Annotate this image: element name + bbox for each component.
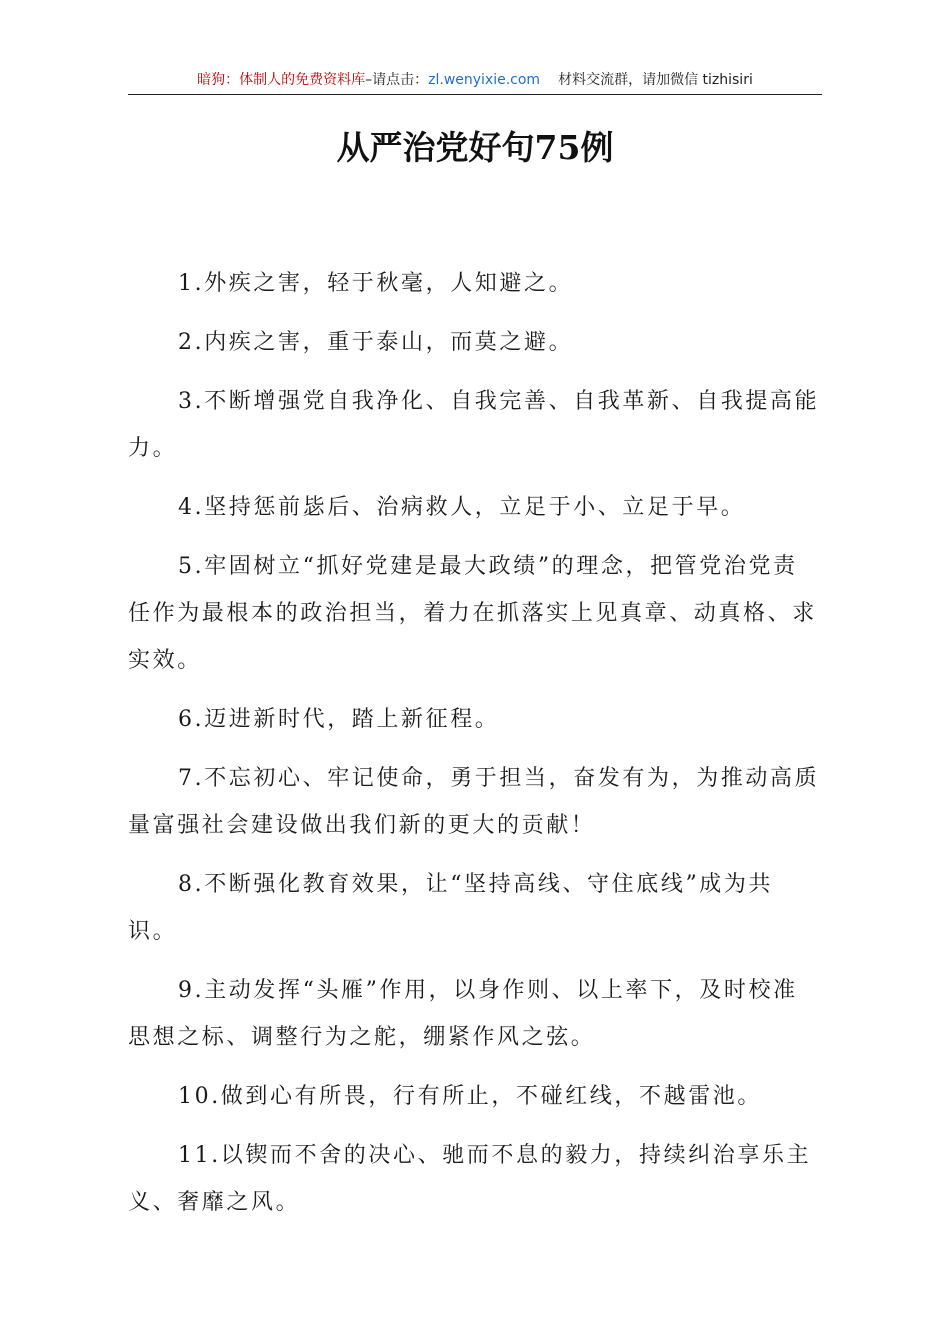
header-url-link[interactable]: zl.wenyixie.com xyxy=(428,72,541,88)
list-item: 6.迈进新时代，踏上新征程。 xyxy=(178,707,500,732)
page-header xyxy=(128,66,822,95)
document-body xyxy=(128,260,822,1238)
list-item: 1.外疾之害，轻于秋毫，人知避之。 xyxy=(178,271,574,296)
header-click-prompt: –请点击： xyxy=(365,72,429,88)
list-item: 11.以锲而不舍的决心、驰而不息的毅力，持续纠治享乐主义、奢靡之风。 xyxy=(128,1143,812,1215)
page-title: 从严治党好句75例 xyxy=(336,128,614,167)
header-brand: 暗狗：体制人的免费资料库 xyxy=(197,72,366,88)
list-item: 7.不忘初心、牢记使命，勇于担当，奋发有为，为推动高质量富强社会建设做出我们新的更大的贡献！ xyxy=(128,766,820,838)
header-group-note: 材料交流群，请加微信 tizhisiri xyxy=(558,72,753,88)
list-item: 8.不断强化教育效果，让“坚持高线、守住底线”成为共识。 xyxy=(128,872,774,944)
list-item: 4.坚持惩前毖后、治病救人，立足于小、立足于早。 xyxy=(178,495,746,520)
list-item: 5.牢固树立“抓好党建是最大政绩”的理念，把管党治党责任作为最根本的政治担当，着力在抓落实上见真章、动真格、求实效。 xyxy=(128,554,817,673)
list-item: 9.主动发挥“头雁”作用，以身作则、以上率下，及时校准思想之标、调整行为之舵，绷紧作风之弦。 xyxy=(128,978,798,1050)
list-item: 3.不断增强党自我净化、自我完善、自我革新、自我提高能力。 xyxy=(128,389,820,461)
list-item: 2.内疾之害，重于泰山，而莫之避。 xyxy=(178,330,574,355)
list-item: 10.做到心有所畏，行有所止，不碰红线，不越雷池。 xyxy=(178,1084,762,1109)
